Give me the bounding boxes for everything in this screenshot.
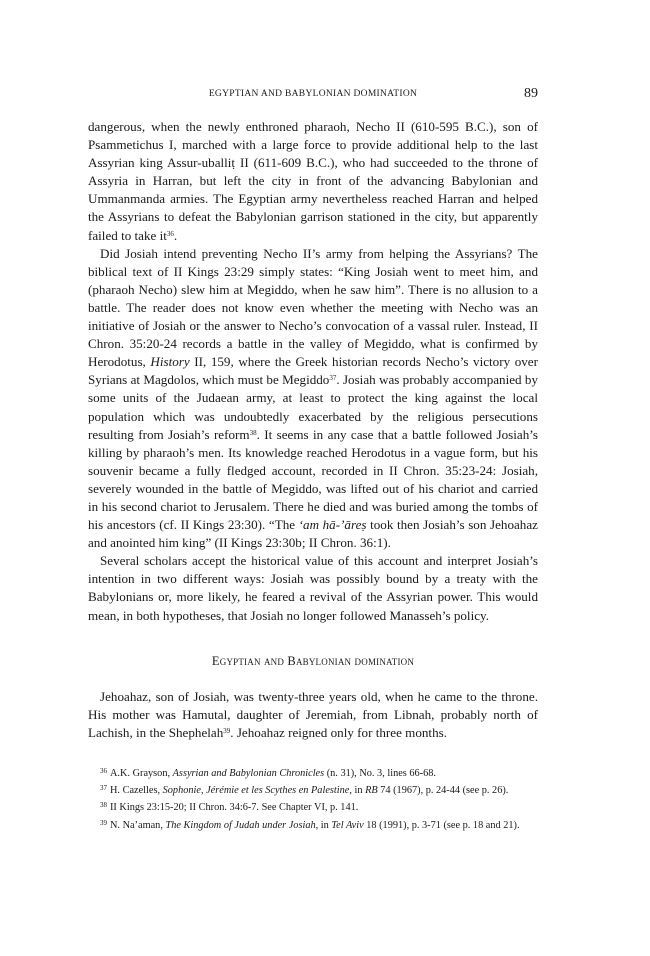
main-text xyxy=(88,118,538,625)
footnote-number: 37 xyxy=(100,784,107,793)
footnote-text: (n. 31), No. 3, lines 66-68. xyxy=(324,768,436,779)
page-number: 89 xyxy=(524,86,538,101)
paragraph-1 xyxy=(88,118,538,245)
italic-term: ‘am hā-’āreṣ xyxy=(298,517,367,533)
footnote-text: II Kings 23:15-20; II Chron. 34:6-7. See Chapter VI, p. 141. xyxy=(110,802,359,814)
footnote-text: 74 (1967), p. 24-44 (see p. 26). xyxy=(377,785,509,797)
footnote-38 xyxy=(88,798,538,815)
section-heading: Egyptian and Babylonian domination xyxy=(211,654,415,668)
paragraph-text: Jehoahaz, son of Josiah, was twenty-three years old, when he came to the throne. His mother was Hamutal, daughter of Jeremiah, from Libnah, probably north of Lachish, in the Shephelah xyxy=(88,689,538,741)
footnote-37 xyxy=(88,781,538,798)
running-head xyxy=(88,86,538,104)
paragraph-3: Several scholars accept the historical value of this account and interpret Josiah’s intention in two different ways: Josiah was possibly bound by a treaty with the Babylonians or, more likely, he feared a revival of the Assyrian power. This would mean, in both hypotheses, that Josiah no longer followed Manasseh’s policy. xyxy=(88,553,538,623)
paragraph-text: . xyxy=(173,227,178,243)
footnote-ref-38[interactable]: 38 xyxy=(249,428,257,437)
footnote-number: 38 xyxy=(100,801,107,810)
footnote-journal: RB xyxy=(365,785,378,797)
footnote-36 xyxy=(88,764,538,781)
footnote-39 xyxy=(88,816,538,833)
paragraph-text: . Josiah was probably accompanied by some units of the Judaean army, at least to protect the king against the local population which was undoubtedly exacerbated by the religious persecutions resulting from Josiah’s reform xyxy=(88,372,538,442)
paragraph-2 xyxy=(88,245,538,553)
paragraph-text: . Jehoahaz reigned only for three months. xyxy=(230,725,447,741)
paragraph-4 xyxy=(88,688,538,742)
footnote-text: , in xyxy=(349,785,366,797)
footnote-text: A.K. Grayson, xyxy=(110,768,173,779)
running-title: EGYPTIAN AND BABYLONIAN DOMINATION xyxy=(208,89,418,99)
footnote-number: 36 xyxy=(100,767,107,775)
footnote-title: The Kingdom of Judah under Josiah xyxy=(165,819,316,831)
section-text xyxy=(88,688,538,742)
footnote-text: H. Cazelles, xyxy=(110,785,163,797)
footnote-ref-37[interactable]: 37 xyxy=(329,374,337,383)
footnote-title: Assyrian and Babylonian Chronicles xyxy=(172,768,325,779)
footnote-title: Sophonie, Jérémie et les Scythes en Palestine xyxy=(162,785,350,797)
paragraph-text: II, 159, where the Greek historian records Necho’s victory over Syrians at Magdolos, which must be Megiddo xyxy=(88,354,538,388)
footnote-text: , in xyxy=(315,819,332,831)
footnote-ref-36[interactable]: 36 xyxy=(166,229,174,238)
paragraph-text: . It seems in any case that a battle followed Josiah’s killing by pharaoh’s men. Its knowledge reached Herodotus in a vague form, but his souvenir became a fully fledged account, recorded in II Chron. 35:23-24: Josiah, severely wounded in the battle of Megiddo, was lifted out of his chariot and carried in his second chariot to Jerusalem. There he died and was buried among the tombs of his ancestors (cf. II Kings 23:30). “The xyxy=(88,426,539,533)
footnote-journal: Tel Aviv xyxy=(331,819,364,831)
footnotes xyxy=(88,764,538,833)
paragraph-text: Did Josiah intend preventing Necho II’s army from helping the Assyrians? The biblical text of II Kings 23:29 simply states: “King Josiah went to meet him, and (pharaoh Necho) slew him at Megiddo, when he saw him”. There is no allusion to a battle. The reader does not know even whether the meeting with Necho was an initiative of Josiah or the answer to Necho’s convocation of a vassal ruler. Instead, II Chron. 35:20-24 records a battle in the valley of Megiddo, what is confirmed by Herodotus, xyxy=(88,245,538,370)
footnote-text: N. Na’aman, xyxy=(110,819,166,831)
paragraph-text: dangerous, when the newly enthroned pharaoh, Necho II (610-595 B.C.), son of Psammetichus I, marched with a large force to provide additional help to the last Assyrian king Assur-uballiṭ II (611-609 B.C.), who had succeeded to the throne of Assyria in Harran, but left the city in front of the advancing Babylonian and Ummanmanda armies. The Egyptian army nevertheless reached Harran and helped the Assyrians to defeat the Babylonian garrison stationed in the city, but apparently failed to take it xyxy=(88,119,538,243)
footnote-number: 39 xyxy=(100,818,107,827)
footnote-ref-39[interactable]: 39 xyxy=(223,727,231,736)
italic-title: History xyxy=(150,354,190,370)
paragraph-text: took then Josiah’s son Jehoahaz and anointed him king” (II Kings 23:30b; II Chron. 36:1). xyxy=(88,517,538,551)
footnote-text: 18 (1991), p. 3-71 (see p. 18 and 21). xyxy=(363,819,520,831)
